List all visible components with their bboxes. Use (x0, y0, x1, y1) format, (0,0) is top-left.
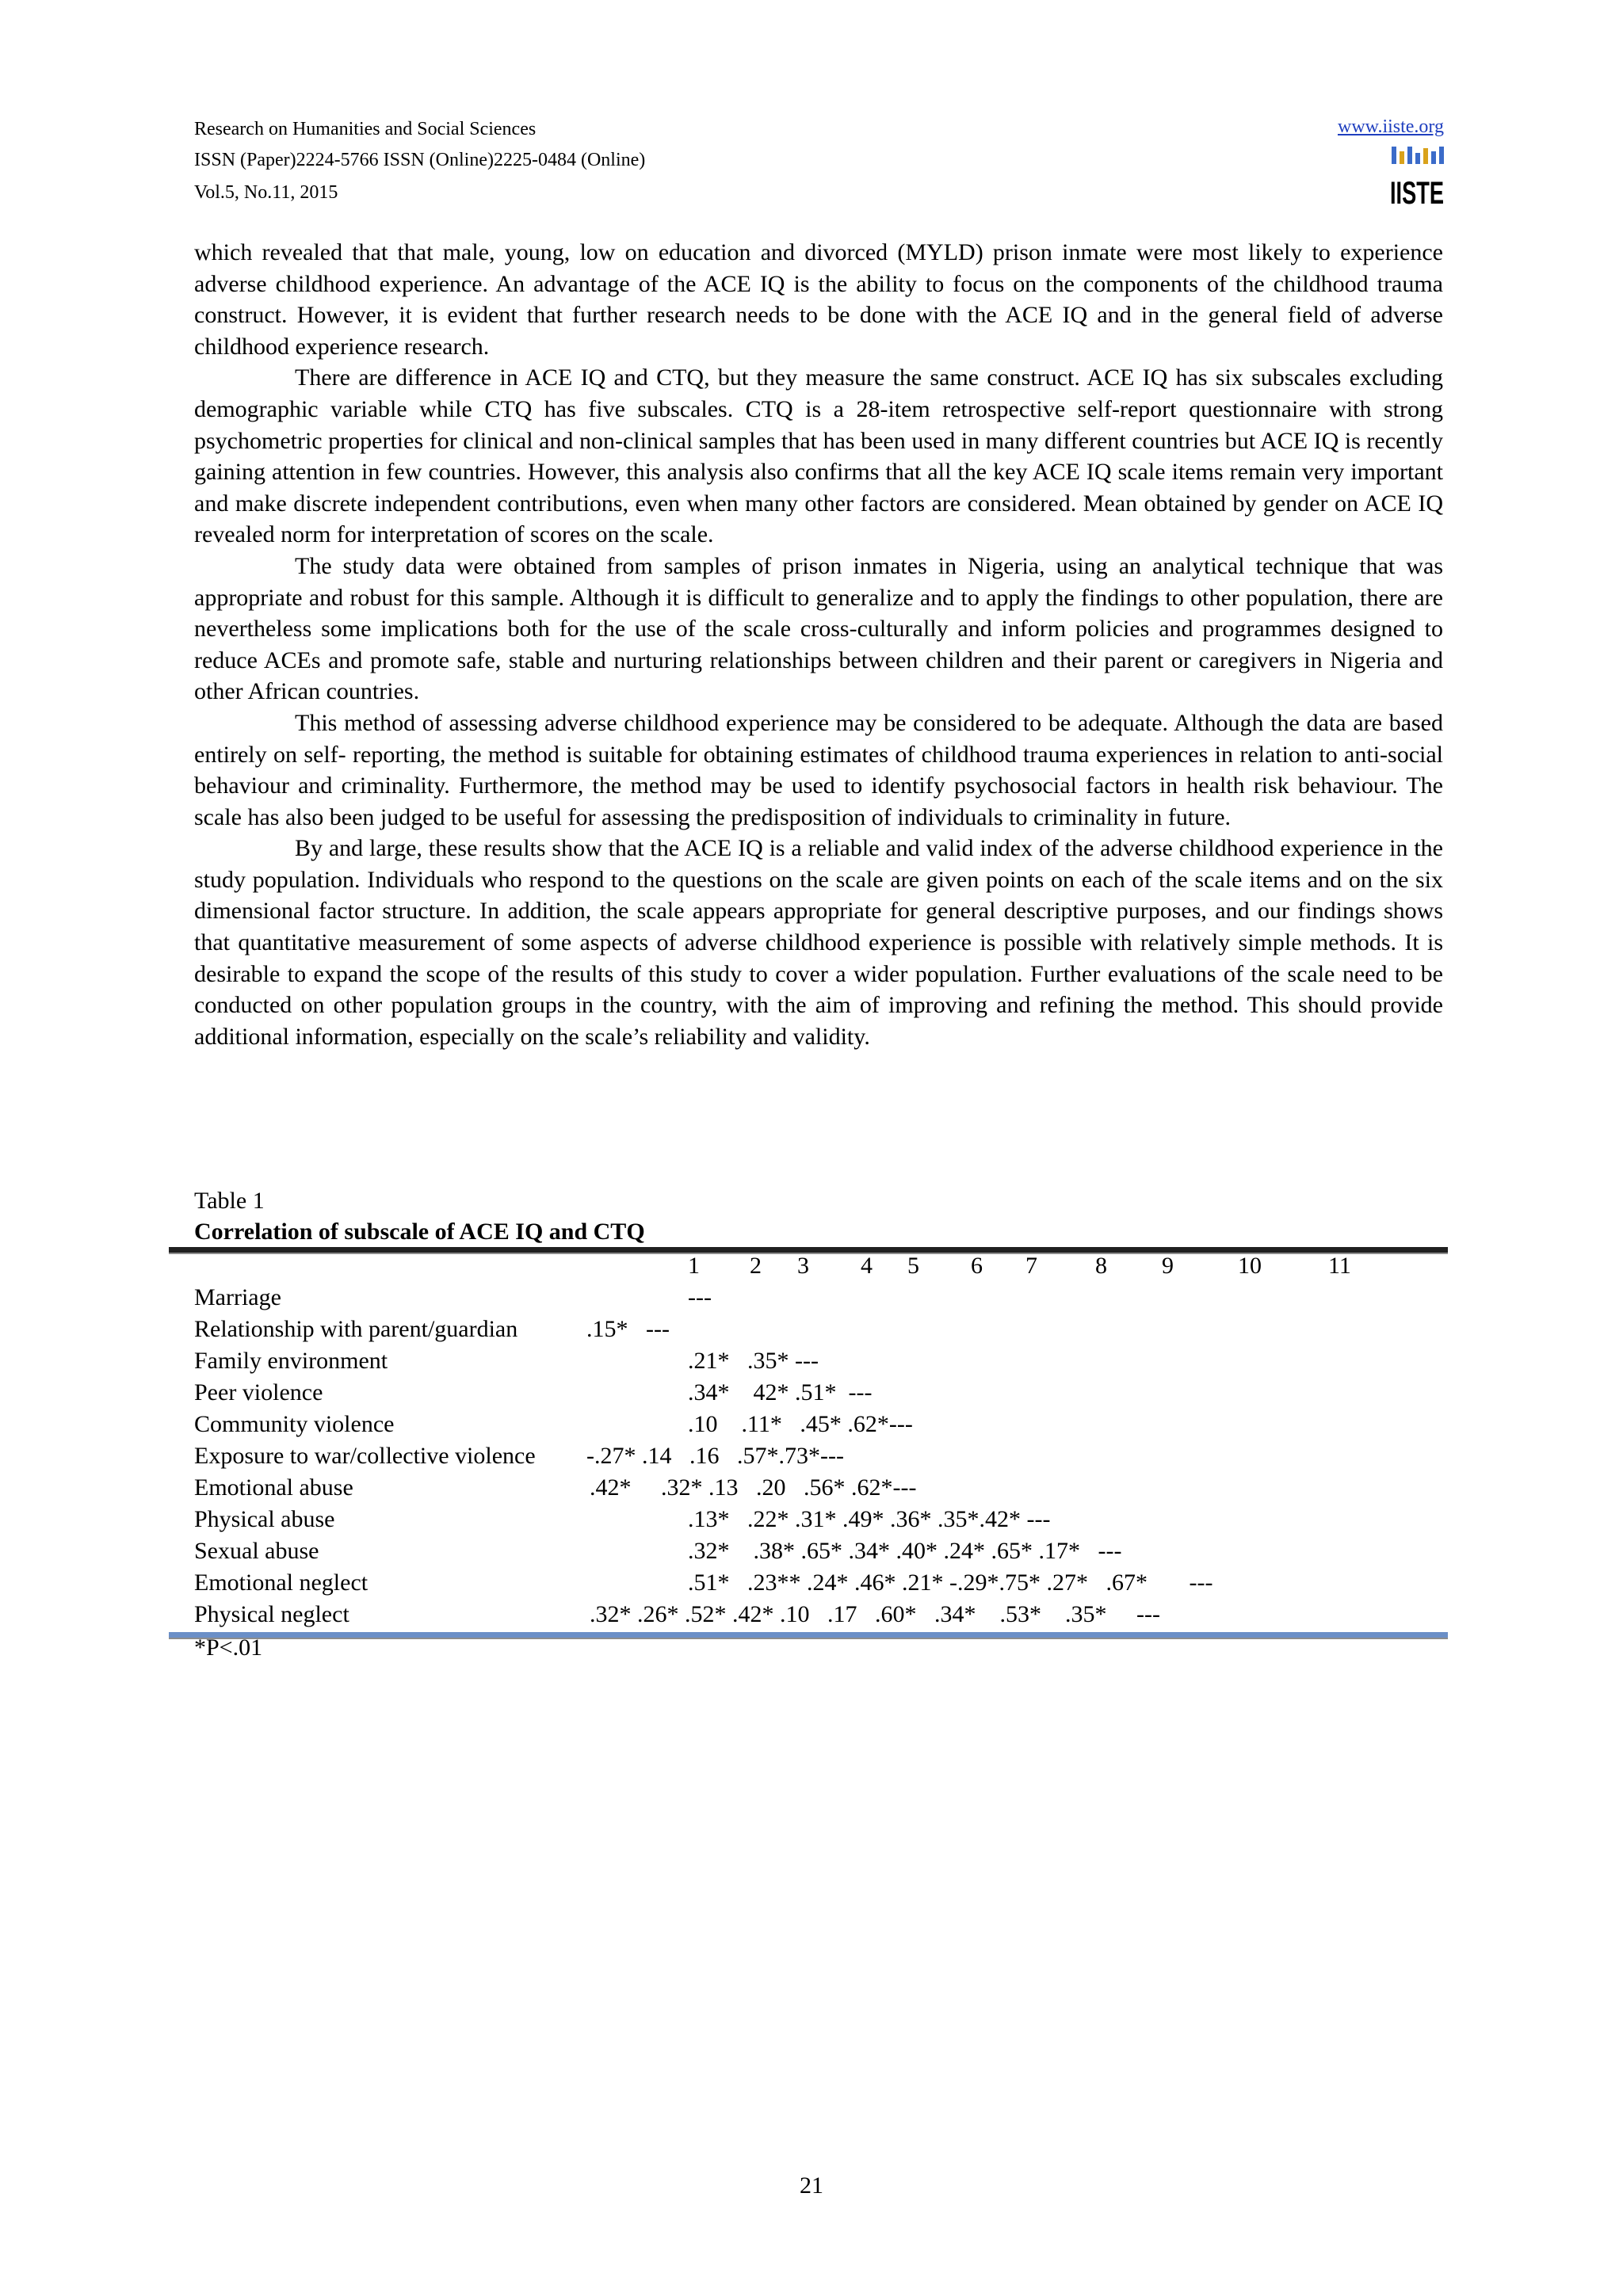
column-header: 9 (1162, 1253, 1174, 1279)
volume-line: Vol.5, No.11, 2015 (194, 182, 338, 203)
paragraph-1: which revealed that that male, young, low on education and divorced (MYLD) prison inmate were most likely to experience adverse childhood experience. An advantage of the ACE IQ is the ability to focus on the components of the childhood trauma construct. However, it is evident that further research needs to be done with the ACE IQ and in the general field of adverse childhood experience research. (194, 239, 1443, 360)
table-row (0, 1314, 1623, 1345)
paragraph-4: This method of assessing adverse childhood experience may be considered to be adequate. Although the data are based entirely on self- reporting, the method is suitable for obtaining estimates of childhood trauma experiences in relation to anti-social behaviour and criminality. Furthermore, the method may be used to identify psychosocial factors in health risk behaviour. The scale has also been judged to be useful for assessing the predisposition of individuals to criminality in future. (194, 709, 1443, 830)
page-number: 21 (800, 2172, 823, 2199)
table-row (0, 1472, 1623, 1504)
table-row (0, 1409, 1623, 1440)
row-values: .34* 42* .51* --- (688, 1379, 873, 1405)
table-footnote: *P<.01 (194, 1634, 263, 1661)
row-values: -.27* .14 .16 .57*.73*--- (586, 1443, 844, 1469)
table-row (0, 1504, 1623, 1535)
column-header: 10 (1238, 1253, 1262, 1279)
column-header: 3 (797, 1253, 809, 1279)
row-label: Marriage (194, 1284, 281, 1310)
table-label: Table 1 (194, 1188, 265, 1214)
table-row (0, 1282, 1623, 1314)
row-label: Emotional abuse (194, 1474, 353, 1501)
row-values: .42* .32* .13 .20 .56* .62*--- (590, 1474, 917, 1501)
row-label: Peer violence (194, 1379, 323, 1405)
paragraph-5: By and large, these results show that the ACE IQ is a reliable and valid index of the adverse childhood experience in the study population. Individuals who respond to the questions on the scale are given points on each of the scale items and on the six dimensional factor structure. In addition, the scale appears appropriate for general descriptive purposes, and our findings shows that quantitative measurement of some aspects of adverse childhood experience is possible with relatively simple methods. It is desirable to expand the scope of the results of this study to cover a wider population. Further evaluations of the scale need to be conducted on other population groups in the country, with the aim of improving and refining the method. This should provide additional information, especially on the scale’s reliability and validity. (194, 835, 1443, 1050)
table-row (0, 1535, 1623, 1567)
row-values: .51* .23** .24* .46* .21* -.29*.75* .27* .67* --- (688, 1569, 1213, 1596)
table-title: Correlation of subscale of ACE IQ and CTQ (194, 1219, 645, 1245)
column-header: 6 (971, 1253, 983, 1279)
iiste-logo-icon (1388, 145, 1445, 211)
row-values: .15* --- (586, 1316, 670, 1342)
row-label: Community violence (194, 1411, 395, 1437)
row-values: .32* .26* .52* .42* .10 .17 .60* .34* .53* .35* --- (590, 1601, 1160, 1627)
issn-line: ISSN (Paper)2224-5766 ISSN (Online)2225-0484 (Online) (194, 150, 646, 170)
column-header: 5 (907, 1253, 919, 1279)
body-text (194, 237, 1443, 1052)
row-label: Family environment (194, 1348, 388, 1374)
column-header: 2 (750, 1253, 762, 1279)
column-header: 8 (1095, 1253, 1107, 1279)
column-header: 4 (861, 1253, 873, 1279)
journal-name: Research on Humanities and Social Sciences (194, 119, 537, 139)
row-label: Relationship with parent/guardian (194, 1316, 518, 1342)
row-label: Physical abuse (194, 1506, 335, 1532)
row-values: .21* .35* --- (688, 1348, 819, 1374)
row-label: Emotional neglect (194, 1569, 369, 1596)
table-row (0, 1567, 1623, 1599)
row-values: .10 .11* .45* .62*--- (688, 1411, 913, 1437)
row-label: Exposure to war/collective violence (194, 1443, 536, 1469)
svg-text:IISTE: IISTE (1390, 176, 1444, 211)
column-header: 7 (1025, 1253, 1037, 1279)
table-row (0, 1440, 1623, 1472)
paragraph-3: The study data were obtained from samples of prison inmates in Nigeria, using an analytical technique that was appropriate and robust for this sample. Although it is difficult to generalize and to apply the findings to other population, there are nevertheless some implications both for the use of the scale cross-culturally and inform policies and programmes designed to reduce ACEs and promote safe, stable and nurturing relationships between children and their parent or caregivers in Nigeria and other African countries. (194, 552, 1443, 705)
row-values: .13* .22* .31* .49* .36* .35*.42* --- (688, 1506, 1051, 1532)
table-bottom-rule (169, 1632, 1448, 1639)
row-label: Sexual abuse (194, 1538, 319, 1564)
row-label: Physical neglect (194, 1601, 349, 1627)
table-row (0, 1599, 1623, 1630)
table-row (0, 1345, 1623, 1377)
column-header: 11 (1328, 1253, 1351, 1279)
column-header: 1 (688, 1253, 700, 1279)
journal-url-link[interactable]: www.iiste.org (1338, 116, 1444, 137)
row-values: --- (688, 1284, 712, 1310)
row-values: .32* .38* .65* .34* .40* .24* .65* .17* --- (688, 1538, 1122, 1564)
table-row (0, 1377, 1623, 1409)
paragraph-2: There are difference in ACE IQ and CTQ, but they measure the same construct. ACE IQ has six subscales excluding demographic variable while CTQ has five subscales. CTQ is a 28-item retrospective self-report questionnaire with strong psychometric properties for clinical and non-clinical samples that has been used in many different countries but ACE IQ is recently gaining attention in few countries. However, this analysis also confirms that all the key ACE IQ scale items remain very important and make discrete independent contributions, even when many other factors are considered. Mean obtained by gender on ACE IQ revealed norm for interpretation of scores on the scale. (194, 364, 1443, 548)
